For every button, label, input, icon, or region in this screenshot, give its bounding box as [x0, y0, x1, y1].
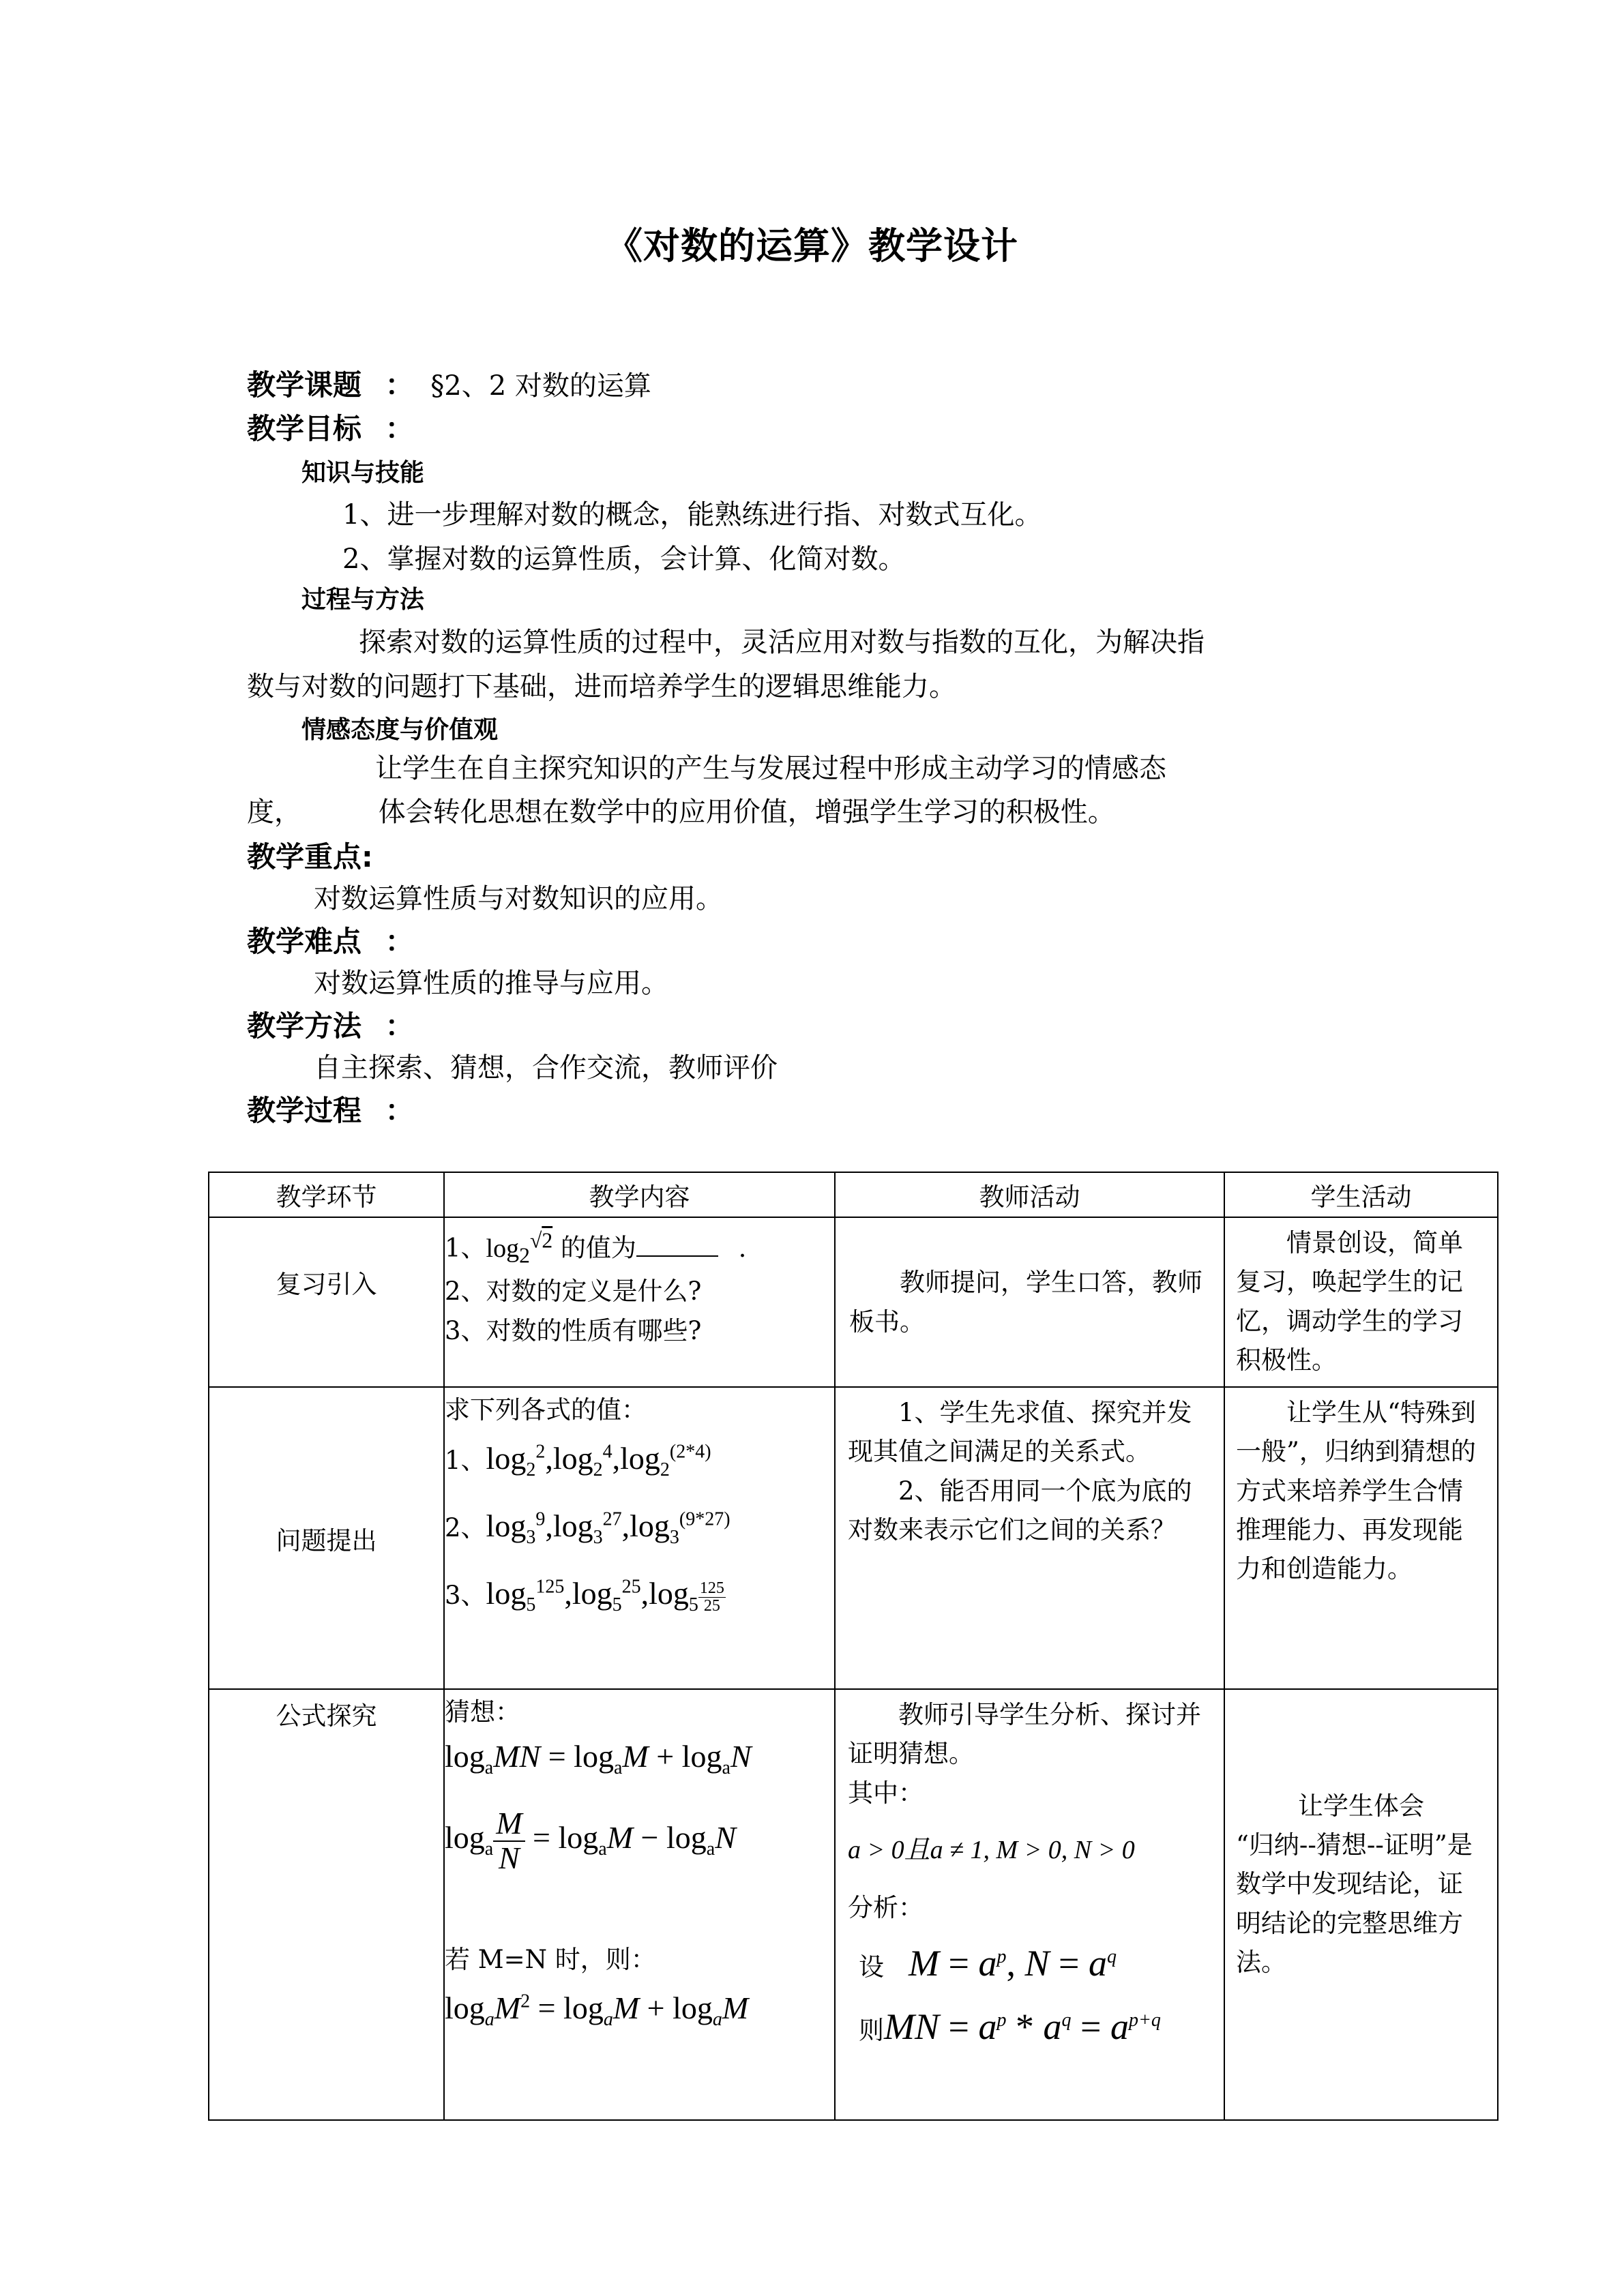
header-stage: 教学环节 [209, 1172, 444, 1217]
review-item-2: 2、对数的定义是什么? [445, 1277, 702, 1307]
difficulty-value: 对数运算性质的推导与应用。 [314, 968, 668, 999]
review-item-1: 1、$\log_2^{√2}$ 的值为 . [445, 1228, 747, 1268]
guess-label: 猜想： [445, 1697, 520, 1727]
topic-value: §2、2 对数的运算 [430, 370, 651, 402]
goals-label: 教学目标 [247, 412, 362, 445]
problem-teacher: 1、学生先求值、探究并发现其值之间满足的关系式。 2、能否用同一个底为底的对数来表示它们之间的关系？ [835, 1387, 1224, 1689]
review-content [444, 1217, 835, 1387]
emotion-text-line2 [247, 796, 1115, 829]
method-line [247, 1009, 414, 1043]
problem-content [444, 1387, 835, 1689]
formula-student: 让学生体会 “归纳--猜想--证明”是数学中发现结论，证明结论的完整思维方法。 [1224, 1689, 1498, 2120]
keypoint-value: 对数运算性质与对数知识的应用。 [314, 883, 723, 914]
formula-content [444, 1689, 835, 2120]
knowledge-item-2: 2、掌握对数的运算性质，会计算、化简对数。 [342, 543, 906, 575]
formula-product: $\log_aMN = \log_aM + \log_aN$ [445, 1739, 752, 1779]
value-is-text: 的值为 [560, 1233, 636, 1263]
review-student: 情景创设，简单复习，唤起学生的记忆，调动学生的学习积极性。 [1224, 1217, 1498, 1387]
stage-formula: 公式探究 [209, 1689, 444, 2120]
method-label: 教学方法 [247, 1009, 362, 1043]
answer-blank [636, 1232, 718, 1257]
problem-row-2: 2、$\log_3^9,\log_3^{27},\log_3^{(9*27)}$ [445, 1508, 730, 1549]
emotion-text-line2a: 度， [247, 796, 301, 828]
stage-problem: 问题提出 [209, 1387, 444, 1689]
method-sep: ： [385, 1009, 414, 1043]
process-label-sep: ： [385, 1094, 414, 1127]
process-text-line2: 数与对数的问题打下基础，进而培养学生的逻辑思维能力。 [247, 671, 956, 702]
table-row [209, 1217, 1498, 1387]
table-header-row [209, 1172, 1498, 1217]
review-teacher: 教师提问，学生口答，教师板书。 [835, 1217, 1224, 1387]
process-label: 教学过程 [247, 1094, 362, 1127]
header-student: 学生活动 [1224, 1172, 1498, 1217]
log-text: log [486, 1234, 520, 1263]
header-teacher: 教师活动 [835, 1172, 1224, 1217]
process-text-line1: 探索对数的运算性质的过程中，灵活应用对数与指数的互化，为解决指 [359, 627, 1205, 658]
formula-teacher: 教师引导学生分析、探讨并证明猜想。 其中： a > 0且a ≠ 1, M > 0, N > 0 分析： 设 $M = a^p$, $N = a^q$ 则MN = $a^p * a^q = a^{p+q}$ [835, 1689, 1224, 2120]
table-row [209, 1689, 1498, 2120]
then-equation: 则MN = $a^p * a^q = a^{p+q}$ [859, 2006, 1161, 2047]
equal-condition: 若 M=N 时，则： [445, 1944, 656, 1974]
stage-review: 复习引入 [209, 1217, 444, 1387]
process-label-line [247, 1094, 414, 1128]
fraction-exponent: $\frac{125}{25}$ [699, 1579, 724, 1615]
process-heading: 过程与方法 [301, 586, 425, 614]
knowledge-heading: 知识与技能 [301, 459, 425, 487]
condition-math: a > 0且a ≠ 1, M > 0, N > 0 [848, 1836, 1135, 1865]
topic-label: 教学课题 [247, 368, 362, 402]
emotion-text-line1: 让学生在自主探究知识的产生与发展过程中形成主动学习的情感态 [375, 753, 1166, 784]
goals-label-line [247, 412, 414, 446]
problem-row-3: 3、$\log_5^{125},\log_5^{25},\log_5$ $\frac{125}{25}$ [445, 1576, 724, 1616]
review-item-3: 3、对数的性质有哪些? [445, 1315, 702, 1345]
set-equation: 设 $M = a^p$, $N = a^q$ [859, 1943, 1117, 1984]
emotion-heading: 情感态度与价值观 [301, 716, 499, 744]
table-row [209, 1387, 1498, 1689]
difficulty-sep: ： [385, 925, 414, 958]
emotion-text-line2b: 体会转化思想在数学中的应用价值，增强学生学习的积极性。 [378, 796, 1115, 828]
method-value: 自主探索、猜想，合作交流，教师评价 [314, 1052, 778, 1084]
topic-line [247, 368, 651, 402]
formula-quotient: $\log_a$ $\frac{M}{N}$ = $\log_aM - \log_aN$ [445, 1806, 736, 1875]
difficulty-label: 教学难点 [247, 925, 362, 958]
sqrt-symbol: √2 [529, 1228, 553, 1252]
page-title: 《对数的运算》教学设计 [606, 224, 1018, 267]
knowledge-item-1: 1、进一步理解对数的概念，能熟练进行指、对数式互化。 [342, 499, 1042, 531]
keypoint-label: 教学重点: [247, 840, 373, 874]
topic-sep: ： [385, 368, 414, 402]
header-content: 教学内容 [444, 1172, 835, 1217]
problem-student: 让学生从“特殊到一般”，归纳到猜想的方式来培养学生合情推理能力、再发现能力和创造能力。 [1224, 1387, 1498, 1689]
problem-intro: 求下列各式的值： [445, 1395, 647, 1425]
formula-square: $\log_aM^2 = \log_aM + \log_aM$ [445, 1991, 749, 2031]
process-table [208, 1172, 1498, 2121]
fraction: $\frac{M}{N}$ [493, 1807, 525, 1875]
difficulty-line [247, 925, 414, 959]
goals-sep: ： [385, 412, 414, 445]
problem-row-1: 1、$\log_2^2,\log_2^4,\log_2^{(2*4)}$ [445, 1441, 711, 1481]
